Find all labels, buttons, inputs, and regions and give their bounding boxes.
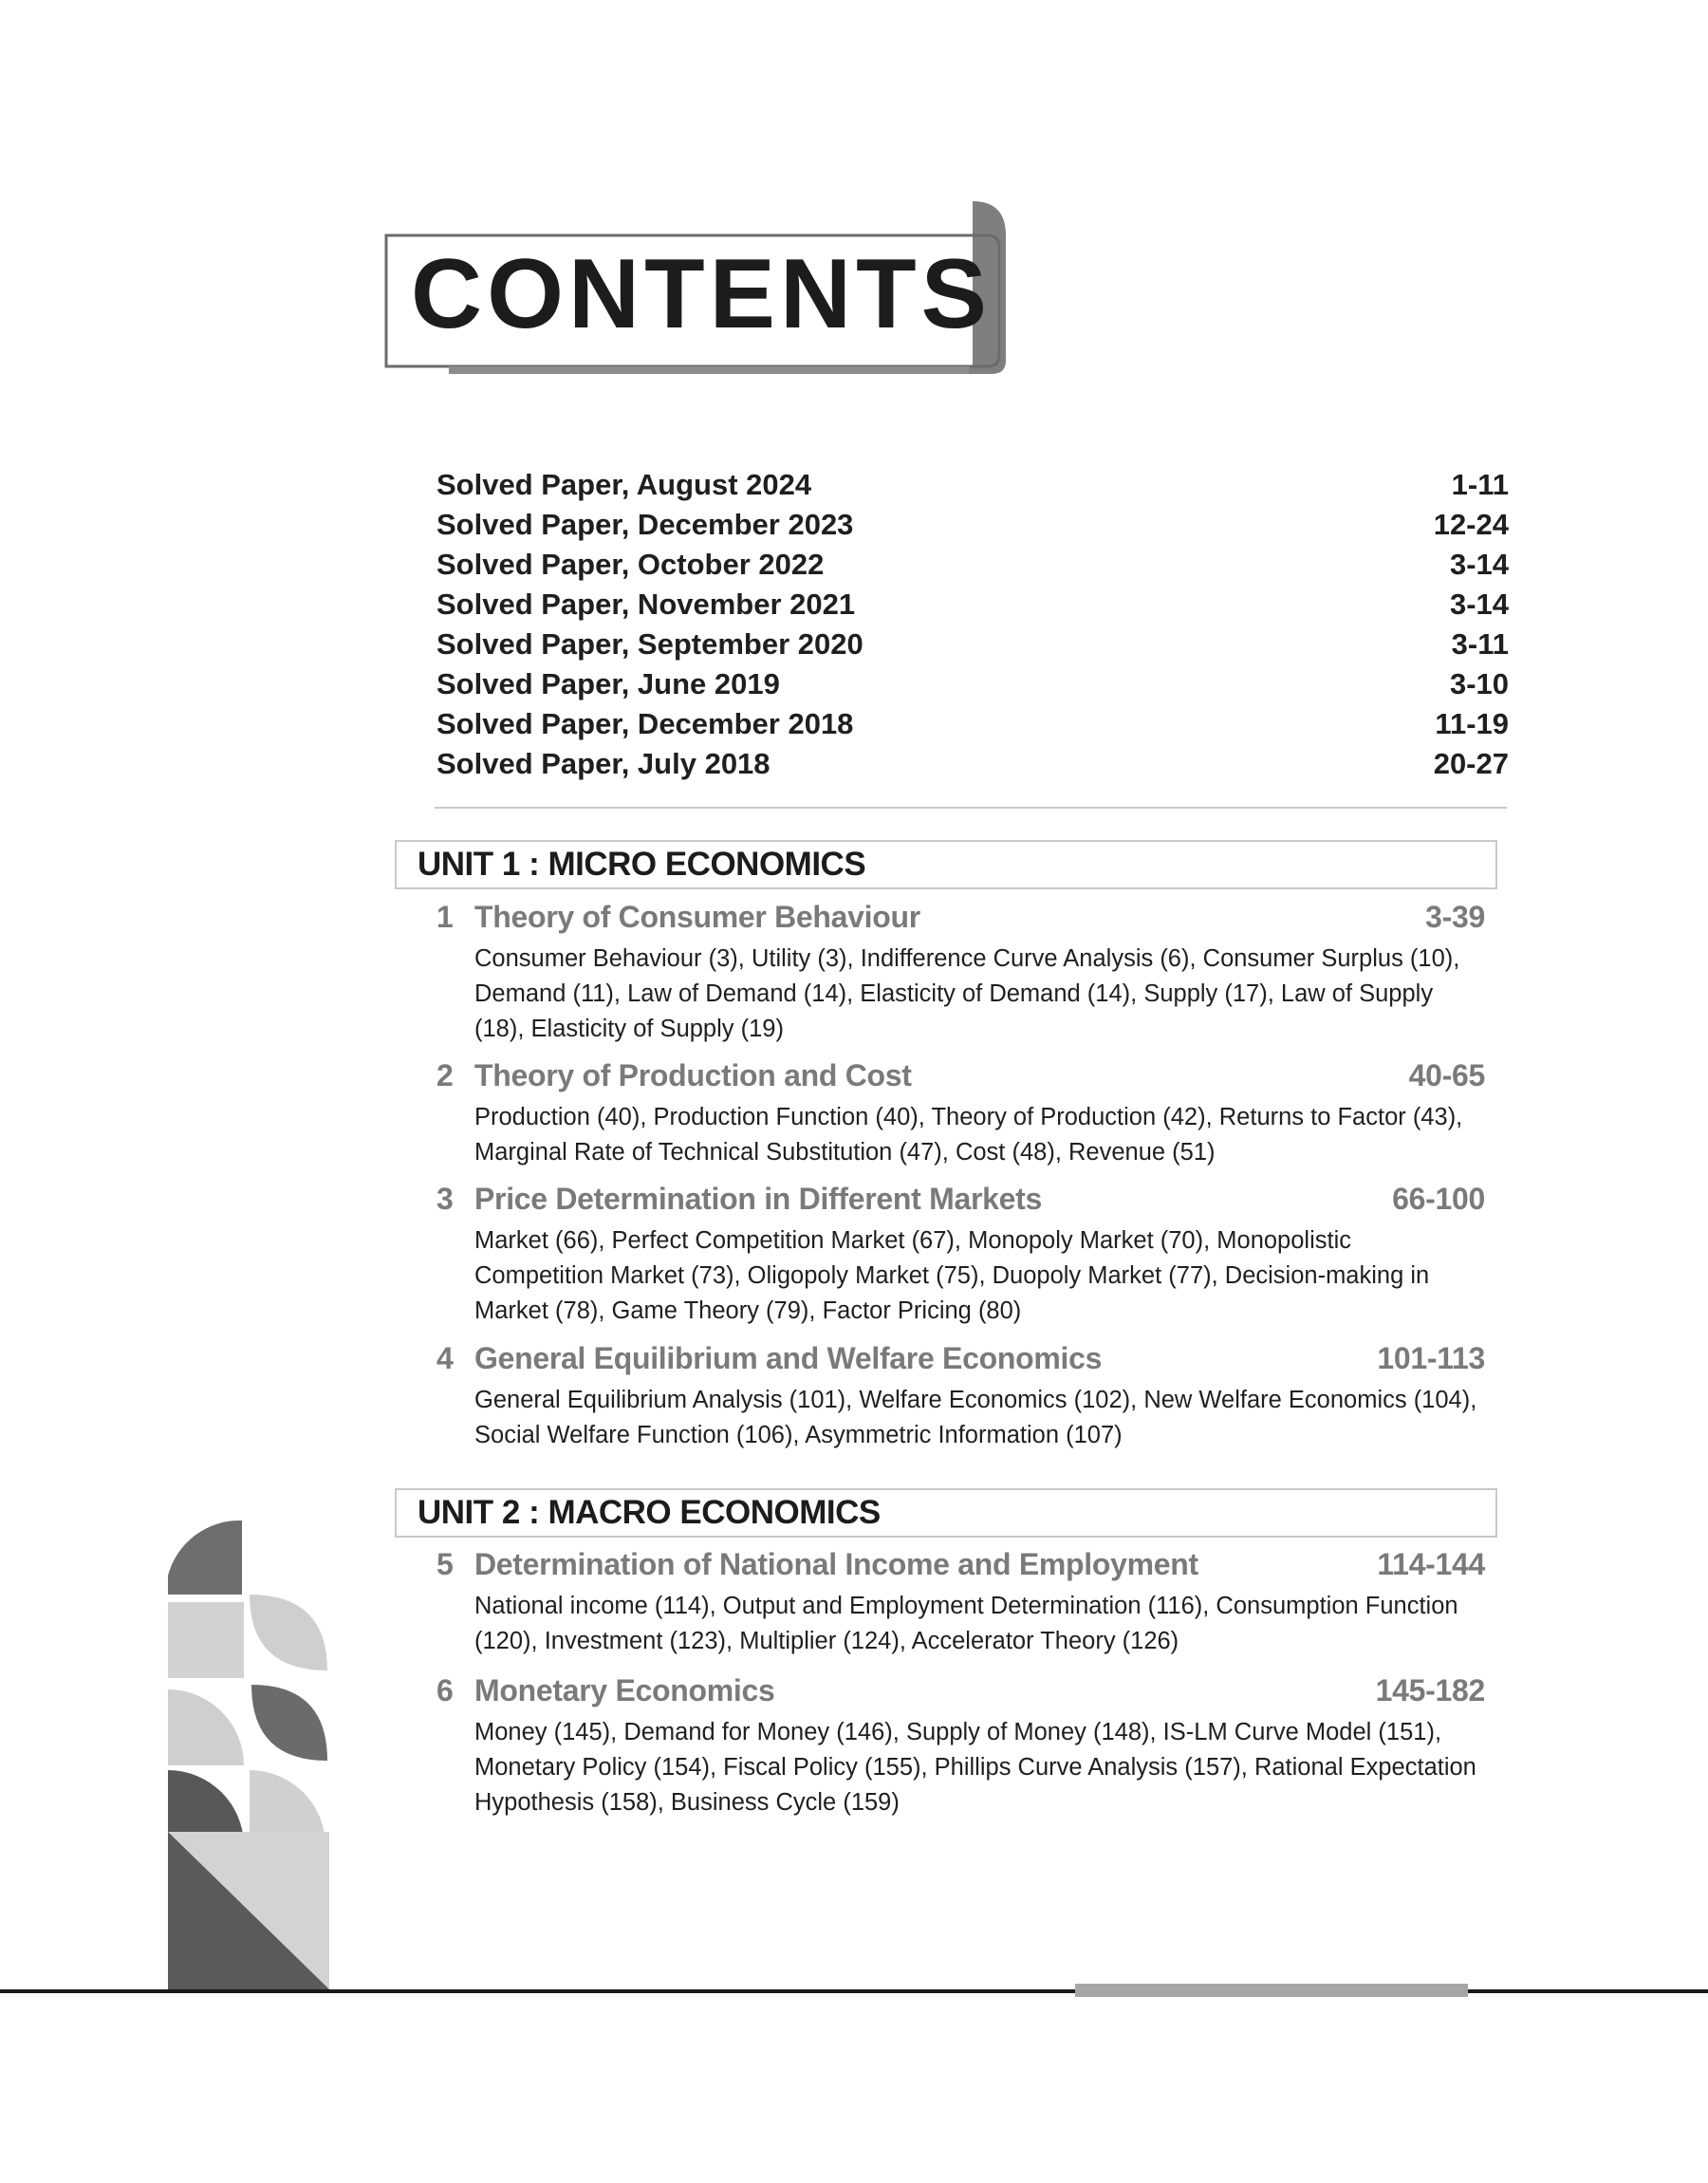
list-item[interactable]: [436, 744, 1509, 784]
paper-pages: 12-24: [1433, 508, 1509, 541]
chapter-entry[interactable]: [436, 1058, 1485, 1170]
solved-papers-list: [436, 465, 1509, 784]
chapter-number: 5: [436, 1547, 454, 1581]
paper-label: Solved Paper, December 2018: [436, 707, 854, 740]
unit-header: [395, 840, 1497, 889]
paper-pages: 3-14: [1449, 588, 1509, 621]
unit-title: UNIT 2 : MACRO ECONOMICS: [418, 1494, 881, 1531]
contents-banner: [384, 197, 1011, 378]
chapter-title: Price Determination in Different Markets: [474, 1182, 1042, 1216]
paper-label: Solved Paper, July 2018: [436, 747, 770, 780]
paper-label: Solved Paper, December 2023: [436, 508, 854, 541]
chapter-number: 3: [436, 1182, 454, 1216]
chapter-topics: National income (114), Output and Employment Determination (116), Consumption Function (120), Investment (123), Multiplier (124), Accelerator Theory (126): [474, 1593, 1458, 1654]
divider: [435, 807, 1507, 809]
paper-pages: 3-11: [1451, 627, 1509, 661]
chapter-pages: 66-100: [1392, 1182, 1485, 1216]
chapter-entry[interactable]: [436, 1341, 1485, 1453]
chapter-pages: 40-65: [1408, 1058, 1485, 1092]
chapter-pages: 114-144: [1377, 1547, 1485, 1581]
paper-pages: 20-27: [1433, 747, 1509, 780]
chapter-number: 2: [436, 1058, 454, 1092]
chapter-topics: Money (145), Demand for Money (146), Supply of Money (148), IS-LM Curve Model (151), Monetary Policy (154), Fiscal Policy (155), Phillips Curve Analysis (157), Rational Expectation Hypothesis (158), Business Cycle (159): [474, 1719, 1476, 1816]
chapter-topics: Production (40), Production Function (40), Theory of Production (42), Returns to Factor (43), Marginal Rate of Technical Substitution (47), Cost (48), Revenue (51): [474, 1104, 1463, 1166]
list-item[interactable]: [436, 505, 1509, 545]
paper-label: Solved Paper, August 2024: [436, 468, 812, 501]
chapter-number: 6: [436, 1673, 454, 1707]
paper-label: Solved Paper, June 2019: [436, 667, 780, 700]
list-item[interactable]: [436, 704, 1509, 744]
chapter-topics: Market (66), Perfect Competition Market (67), Monopoly Market (70), Monopolistic Competition Market (73), Oligopoly Market (75), Duopoly Market (77), Decision-making in Market (78), Game Theory (79), Factor Pricing (80): [474, 1227, 1430, 1324]
chapter-number: 1: [436, 900, 454, 934]
chapter-entry[interactable]: [436, 1182, 1485, 1329]
list-item[interactable]: [436, 545, 1509, 585]
paper-pages: 3-10: [1449, 667, 1509, 700]
paper-label: Solved Paper, September 2020: [436, 627, 863, 661]
paper-pages: 11-19: [1435, 707, 1509, 740]
chapter-topics: General Equilibrium Analysis (101), Welfare Economics (102), New Welfare Economics (104), Social Welfare Function (106), Asymmetric Information (107): [474, 1387, 1477, 1448]
chapter-pages: 3-39: [1425, 900, 1485, 934]
chapter-title: Theory of Production and Cost: [474, 1058, 912, 1092]
chapter-entry[interactable]: [436, 900, 1485, 1047]
unit-header: [395, 1488, 1497, 1538]
unit-title: UNIT 1 : MICRO ECONOMICS: [418, 846, 866, 883]
paper-label: Solved Paper, November 2021: [436, 588, 856, 621]
chapter-title: General Equilibrium and Welfare Economics: [474, 1341, 1103, 1375]
paper-pages: 3-14: [1449, 548, 1509, 581]
chapter-entry[interactable]: [436, 1547, 1485, 1659]
paper-pages: 1-11: [1451, 468, 1509, 501]
decorative-shapes: [166, 1519, 332, 1993]
list-item[interactable]: [436, 625, 1509, 664]
chapter-title: Theory of Consumer Behaviour: [474, 900, 920, 934]
chapter-title: Determination of National Income and Employment: [474, 1547, 1198, 1581]
paper-label: Solved Paper, October 2022: [436, 548, 825, 581]
page-title: CONTENTS: [411, 239, 992, 349]
chapter-pages: 145-182: [1375, 1673, 1485, 1707]
chapter-entry[interactable]: [436, 1673, 1485, 1820]
list-item[interactable]: [436, 664, 1509, 704]
chapter-number: 4: [436, 1341, 454, 1375]
chapter-title: Monetary Economics: [474, 1673, 775, 1707]
list-item[interactable]: [436, 465, 1509, 505]
list-item[interactable]: [436, 585, 1509, 625]
chapter-pages: 101-113: [1377, 1341, 1485, 1375]
chapter-topics: Consumer Behaviour (3), Utility (3), Indifference Curve Analysis (6), Consumer Surplus (10), Demand (11), Law of Demand (14), Elasticity of Demand (14), Supply (17), Law of Supply (18), Elasticity of Supply (19): [474, 945, 1460, 1042]
footer-accent-bar: [1075, 1984, 1468, 1997]
